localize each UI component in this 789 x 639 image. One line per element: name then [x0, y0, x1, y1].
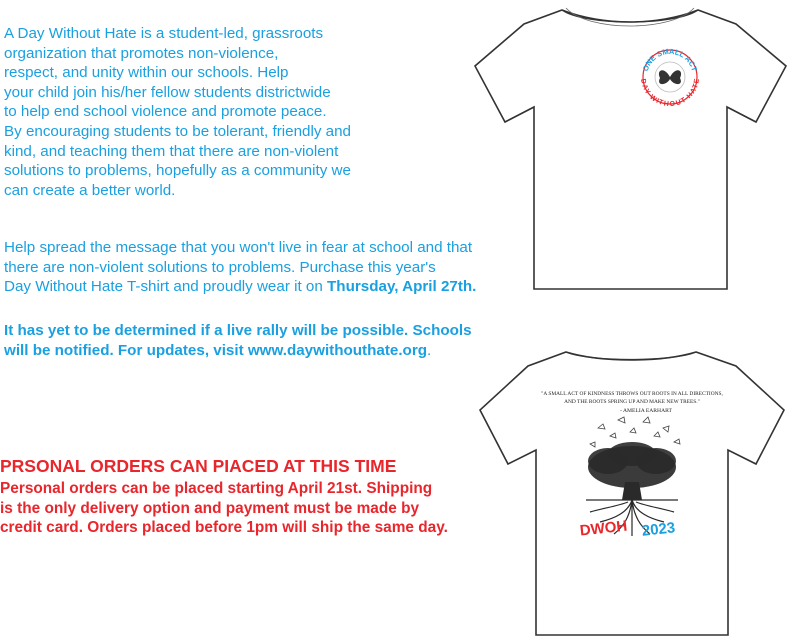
orders-heading: PRSONAL ORDERS CAN PIACED AT THIS TIME — [0, 456, 397, 476]
logo-bottom-text: DAY WITHOUT HATE — [638, 78, 701, 109]
orders-line: Personal orders can be placed starting April 21st. Shipping — [0, 480, 433, 497]
intro-line: can create a better world. — [4, 181, 176, 199]
message-paragraph — [4, 238, 539, 297]
intro-line: to help end school violence and promote peace. — [4, 103, 327, 121]
back-tshirt-image — [478, 340, 789, 639]
rally-period: . — [427, 341, 432, 359]
rally-paragraph — [4, 321, 544, 360]
rally-line: It has yet to be determined if a live rally will be possible. Schools — [4, 322, 472, 339]
intro-line: kind, and teaching them that there are non-violent — [4, 142, 339, 160]
message-line: there are non-violent solutions to problems. Purchase this year's — [4, 258, 436, 276]
quote-line: AND THE ROOTS SPRING UP AND MAKE NEW TREES." — [564, 399, 700, 405]
message-line — [4, 277, 539, 297]
intro-line: organization that promotes non-violence, — [4, 44, 279, 62]
intro-line: By encouraging students to be tolerant, friendly and — [4, 122, 352, 140]
orders-body — [0, 479, 448, 538]
intro-line: respect, and unity within our schools. Help — [4, 64, 289, 82]
event-date: Thursday, April 27th. — [327, 278, 477, 296]
intro-paragraph — [4, 24, 474, 200]
front-tshirt-image — [472, 0, 789, 295]
orders-line: credit card. Orders placed before 1pm will ship the same day. — [0, 519, 448, 537]
message-line: Help spread the message that you won't live in fear at school and that — [4, 239, 473, 256]
quote-author: - AMELIA EARHART — [620, 408, 672, 414]
message-line-text: Day Without Hate T-shirt and proudly wear it on — [4, 278, 328, 296]
rally-line — [4, 341, 544, 361]
logo-top-text: ONE SMALL ACT — [640, 46, 700, 73]
intro-line: solutions to problems, hopefully as a community we — [4, 162, 351, 180]
quote-line: "A SMALL ACT OF KINDNESS THROWS OUT ROOTS IN ALL DIRECTIONS, — [541, 391, 723, 397]
intro-line: your child join his/her fellow students districtwide — [4, 83, 331, 101]
intro-line: A Day Without Hate is a student-led, grassroots — [4, 25, 324, 42]
orders-line: is the only delivery option and payment must be made by — [0, 499, 420, 517]
rally-line-text: will be notified. For updates, visit www.daywithouthate.org — [4, 341, 428, 359]
brand-text: DWOH — [579, 517, 629, 540]
year-text: 2023 — [641, 519, 677, 540]
